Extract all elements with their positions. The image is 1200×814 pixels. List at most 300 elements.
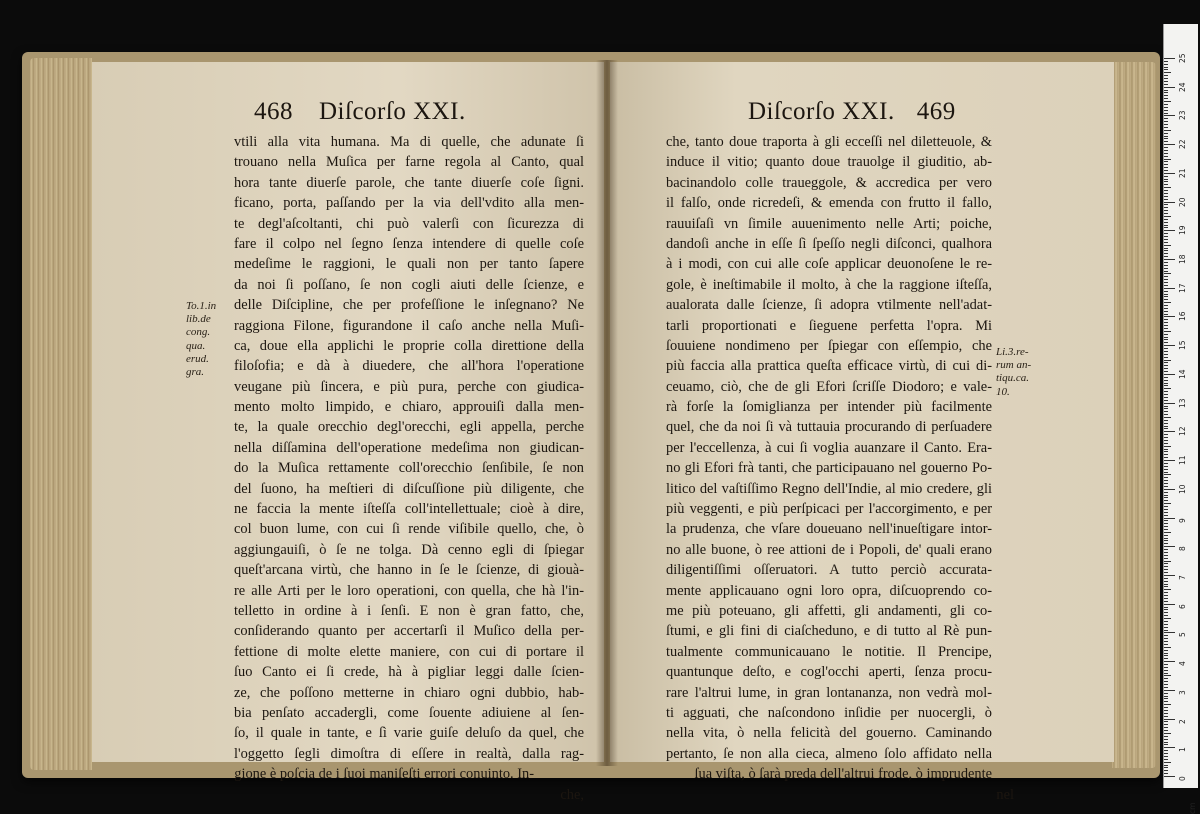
ruler-tick — [1164, 756, 1168, 757]
ruler-tick — [1164, 724, 1168, 725]
ruler-tick — [1164, 653, 1168, 654]
ruler-tick — [1164, 207, 1168, 208]
ruler-tick — [1164, 87, 1175, 88]
text-line: rauuiſaſi vn ſimile auuenimento nelle Arti; poiche, — [666, 215, 992, 232]
text-line: induce il vitio; quanto doue trauolge il giuditio, ab- — [666, 154, 992, 171]
ruler-tick — [1164, 296, 1168, 297]
ruler-tick — [1164, 529, 1168, 530]
text-line: telletto in ordine à i ſenſi. E non è gran fatto, che, — [234, 602, 584, 619]
ruler-tick — [1164, 69, 1168, 70]
right-margin-note — [996, 346, 1031, 399]
text-line: quel, che da noi ſi và tuttauia procurando di perſuadere — [666, 419, 992, 436]
ruler-tick — [1164, 624, 1168, 625]
ruler-tick — [1164, 727, 1168, 728]
ruler-tick — [1164, 615, 1168, 616]
ruler-tick — [1164, 279, 1168, 280]
text-line: che, tanto doue traporta à gli ecceſſi nel diletteuole, & — [666, 134, 992, 150]
ruler-tick — [1164, 133, 1168, 134]
ruler-tick — [1164, 173, 1175, 174]
ruler-tick — [1164, 150, 1168, 151]
ruler-tick — [1164, 156, 1168, 157]
ruler-tick — [1164, 110, 1168, 111]
ruler-tick — [1164, 601, 1168, 602]
ruler-tick — [1164, 538, 1168, 539]
ruler-label: 2 — [1178, 718, 1187, 724]
ruler-tick — [1164, 377, 1168, 378]
text-line: vtili alla vita humana. Ma di quelle, che adunate ſi — [234, 134, 584, 150]
ruler-tick — [1164, 713, 1168, 714]
ruler-tick — [1164, 647, 1171, 648]
right-page-edges — [1112, 62, 1156, 768]
text-line: ti agguati, che naſcondono inſidie per nuocergli, ò — [666, 704, 992, 721]
ruler-tick — [1164, 403, 1175, 404]
ruler-tick — [1164, 523, 1168, 524]
text-line: medeſime le raggioni, le quali non per tanto ſapere — [234, 256, 584, 273]
ruler-tick — [1164, 730, 1168, 731]
ruler-tick — [1164, 365, 1168, 366]
ruler-label: 24 — [1178, 82, 1187, 92]
ruler-label: 17 — [1178, 283, 1187, 293]
ruler-tick — [1164, 719, 1175, 720]
margin-note-line: rum an- — [996, 359, 1032, 372]
ruler-tick — [1164, 161, 1168, 162]
ruler-tick — [1164, 765, 1168, 766]
ruler-tick — [1164, 342, 1168, 343]
text-line: delle Diſcipline, che per profeſſione le inſegnano? Ne — [234, 297, 584, 314]
ruler-tick — [1164, 259, 1175, 260]
text-line: fettione di molte elette maniere, con cui di portare il — [234, 643, 584, 660]
catchword: nel — [996, 786, 1014, 803]
ruler-tick — [1164, 770, 1168, 771]
ruler-tick — [1164, 400, 1168, 401]
ruler-tick — [1164, 747, 1175, 748]
text-line: te, la quale orecchio degl'orecchi, egli appella, perche — [234, 419, 584, 436]
text-line: me più poteuano, gli affetti, gli andamenti, gli co- — [666, 602, 992, 619]
ruler-tick — [1164, 144, 1175, 145]
ruler-tick — [1164, 417, 1171, 418]
ruler-tick — [1164, 78, 1168, 79]
measuring-ruler — [1163, 24, 1198, 814]
ruler-tick — [1164, 552, 1168, 553]
ruler-tick — [1164, 190, 1168, 191]
ruler-label: 25 — [1178, 53, 1187, 63]
margin-note-line: To.1.in — [186, 300, 217, 312]
ruler-tick — [1164, 495, 1168, 496]
text-line: per l'eccellenza, à cui ſi voglia auanzare il Canto. Era- — [666, 439, 992, 456]
ruler-tick — [1164, 739, 1168, 740]
ruler-tick — [1164, 107, 1168, 108]
ruler-tick — [1164, 759, 1168, 760]
margin-note-line: qua. — [186, 339, 206, 352]
text-line: do la Muſica rettamente coll'orecchio ſenſibile, ſe non — [234, 460, 584, 477]
right-page-header — [748, 98, 956, 126]
catchword: che, — [560, 786, 584, 803]
ruler-tick — [1164, 598, 1168, 599]
ruler-tick — [1164, 449, 1168, 450]
ruler-tick — [1164, 549, 1168, 550]
ruler-label: 3 — [1178, 690, 1187, 695]
ruler-tick — [1164, 204, 1168, 205]
ruler-tick — [1164, 460, 1175, 461]
ruler-tick — [1164, 98, 1168, 99]
ruler-tick — [1164, 569, 1168, 570]
text-line: veugane più ſincera, e più pura, perche con giudica- — [234, 378, 584, 395]
ruler-tick — [1164, 474, 1171, 475]
ruler-label: 14 — [1178, 369, 1187, 379]
ruler-tick — [1164, 742, 1168, 743]
ruler-tick — [1164, 667, 1168, 668]
ruler-tick — [1164, 325, 1168, 326]
ruler-tick — [1164, 179, 1168, 180]
left-page-number: 468 — [254, 98, 293, 125]
text-line: la prudenza, che vſare doueuano nell'inueſtigare intor- — [666, 521, 992, 538]
ruler-tick — [1164, 75, 1168, 76]
ruler-tick — [1164, 627, 1168, 628]
ruler-tick — [1164, 176, 1168, 177]
ruler-tick — [1164, 497, 1168, 498]
ruler-tick — [1164, 586, 1168, 587]
ruler-tick — [1164, 391, 1168, 392]
ruler-tick — [1164, 101, 1171, 102]
ruler-tick — [1164, 506, 1168, 507]
text-line: gole, è ineſtimabile il molto, à che la raggione iſteſſa, — [666, 276, 992, 293]
ruler-tick — [1164, 681, 1168, 682]
ruler-tick — [1164, 138, 1168, 139]
ruler-tick — [1164, 334, 1168, 335]
ruler-tick — [1164, 641, 1168, 642]
ruler-tick — [1164, 463, 1168, 464]
text-line: pertanto, ſe non alla cieca, almeno ſolo affidato nella — [666, 745, 992, 762]
ruler-tick — [1164, 561, 1171, 562]
ruler-tick — [1164, 115, 1175, 116]
ruler-tick — [1164, 273, 1171, 274]
ruler-tick — [1164, 385, 1168, 386]
ruler-tick — [1164, 492, 1168, 493]
ruler-tick — [1164, 362, 1168, 363]
ruler-tick — [1164, 311, 1168, 312]
ruler-tick — [1164, 348, 1168, 349]
ruler-tick — [1164, 354, 1168, 355]
ruler-label: 1 — [1178, 747, 1187, 753]
text-line: ca, doue ella applichi le proprie colla direttione della — [234, 337, 584, 354]
ruler-tick — [1164, 242, 1168, 243]
ruler-tick — [1164, 308, 1168, 309]
ruler-tick — [1164, 543, 1168, 544]
ruler-tick — [1164, 92, 1168, 93]
ruler-tick — [1164, 512, 1168, 513]
ruler-tick — [1164, 710, 1168, 711]
ruler-tick — [1164, 673, 1168, 674]
ruler-tick — [1164, 707, 1168, 708]
text-line: l'oggetto ſegli dimoſtra di eſſere in realtà, dalla rag- — [234, 745, 584, 762]
ruler-tick — [1164, 411, 1168, 412]
ruler-tick — [1164, 81, 1168, 82]
ruler-tick — [1164, 184, 1168, 185]
ruler-tick — [1164, 635, 1168, 636]
ruler-tick — [1164, 406, 1168, 407]
text-line: queſt'arcana virtù, che hanno in ſe le ſcienze, di giouà- — [234, 562, 584, 579]
ruler-tick — [1164, 472, 1168, 473]
ruler-tick — [1164, 299, 1168, 300]
ruler-tick — [1164, 443, 1168, 444]
ruler-tick — [1164, 339, 1168, 340]
ruler-label: 10 — [1178, 484, 1187, 494]
ruler-tick — [1164, 540, 1168, 541]
ruler-tick — [1164, 572, 1168, 573]
text-line: più faccia alla prattica queſta efficace virtù, di cui di- — [666, 358, 992, 375]
ruler-tick — [1164, 609, 1168, 610]
ruler-tick — [1164, 345, 1175, 346]
text-line: ne faccia la mente iſteſſa coll'intellettuale; cioè à dire, — [234, 501, 584, 518]
ruler-tick — [1164, 655, 1168, 656]
ruler-tick — [1164, 526, 1168, 527]
ruler-tick — [1164, 426, 1168, 427]
ruler-tick — [1164, 414, 1168, 415]
ruler-tick — [1164, 136, 1168, 137]
ruler-tick — [1164, 331, 1171, 332]
ruler-tick — [1164, 64, 1168, 65]
ruler-tick — [1164, 328, 1168, 329]
ruler-tick — [1164, 558, 1168, 559]
text-line: ceuamo, ciò, che de gli Efori ſcriſſe Diodoro; e vale- — [666, 378, 992, 395]
text-line: ficano, porta, paſſando per la via dell'vdito alla men- — [234, 195, 584, 212]
ruler-tick — [1164, 546, 1175, 547]
ruler-tick — [1164, 225, 1168, 226]
ruler-tick — [1164, 130, 1171, 131]
ruler-tick — [1164, 193, 1168, 194]
ruler-tick — [1164, 607, 1168, 608]
ruler-tick — [1164, 322, 1168, 323]
ruler-tick — [1164, 750, 1168, 751]
text-line: ſtumi, e gli fini di ciaſcheduno, e di tutto al Rè pun- — [666, 623, 992, 640]
ruler-tick — [1164, 291, 1168, 292]
ruler-tick — [1164, 532, 1171, 533]
ruler-tick — [1164, 213, 1168, 214]
ruler-tick — [1164, 661, 1175, 662]
text-line: ſuo Canto ei ſi crede, hà à pigliar leggi dalle ſcien- — [234, 664, 584, 681]
left-page — [92, 62, 604, 803]
text-line: tarli proportionati e ſieguene perfetta l'opra. Mi — [666, 317, 992, 334]
ruler-tick — [1164, 170, 1168, 171]
ruler-tick — [1164, 265, 1168, 266]
ruler-tick — [1164, 420, 1168, 421]
ruler-label: 4 — [1178, 661, 1187, 667]
ruler-tick — [1164, 239, 1168, 240]
text-line: conſiderando quanto per accertarſi il Muſico della per- — [234, 623, 584, 640]
left-page-body — [234, 132, 584, 805]
ruler-tick — [1164, 604, 1175, 605]
text-line: del ſuono, ha meſtieri di diſcuſſione più diligente, che — [234, 480, 584, 497]
ruler-tick — [1164, 360, 1171, 361]
ruler-label: 0 — [1178, 776, 1187, 781]
book-gutter — [596, 60, 618, 766]
ruler-tick — [1164, 302, 1171, 303]
ruler-tick — [1164, 84, 1168, 85]
ruler-tick — [1164, 701, 1168, 702]
margin-note-line: 10. — [996, 385, 1010, 398]
ruler-label: 8 — [1178, 546, 1187, 552]
ruler-tick — [1164, 434, 1168, 435]
ruler-tick — [1164, 319, 1168, 320]
ruler-tick — [1164, 248, 1168, 249]
text-line: re alle Arti per le loro operationi, con quella, che hà l'in- — [234, 582, 584, 599]
text-line: dandoſi anche in eſſe ſì ſpeſſo negli diſconci, qualhora — [666, 235, 992, 252]
ruler-tick — [1164, 245, 1171, 246]
ruler-tick — [1164, 394, 1168, 395]
text-line: da noi ſi poſſano, ſe non cogli aiuti delle ſcienze, e — [234, 276, 584, 293]
ruler-tick — [1164, 584, 1168, 585]
ruler-tick — [1164, 167, 1168, 168]
text-line: ze, che poſſono metterne in chiaro ogni dubbio, hab- — [234, 684, 584, 701]
ruler-tick — [1164, 767, 1168, 768]
ruler-label: 13 — [1178, 398, 1187, 408]
ruler-tick — [1164, 388, 1171, 389]
ruler-tick — [1164, 67, 1168, 68]
ruler-tick — [1164, 58, 1175, 59]
ruler-tick — [1164, 253, 1168, 254]
ruler-label: 16 — [1178, 311, 1187, 322]
ruler-tick — [1164, 276, 1168, 277]
left-page-edges — [30, 58, 92, 770]
text-line: mente applicauano ogni loro opra, diſcuoprendo co- — [666, 582, 992, 599]
text-line: ſo, il quale in tante, e ſì varie guiſe deluſo da quel, che — [234, 725, 584, 742]
ruler-tick — [1164, 595, 1168, 596]
text-line: tualmente communicauano le notitie. Il Prencipe, — [666, 643, 992, 660]
ruler-tick — [1164, 563, 1168, 564]
ruler-tick — [1164, 210, 1168, 211]
ruler-tick — [1164, 483, 1168, 484]
ruler-tick — [1164, 423, 1168, 424]
ruler-tick — [1164, 256, 1168, 257]
ruler-tick — [1164, 357, 1168, 358]
ruler-tick — [1164, 371, 1168, 372]
ruler-tick — [1164, 397, 1168, 398]
ruler-tick — [1164, 337, 1168, 338]
ruler-tick — [1164, 575, 1175, 576]
ruler-tick — [1164, 262, 1168, 263]
ruler-tick — [1164, 236, 1168, 237]
ruler-tick — [1164, 773, 1168, 774]
ruler-tick — [1164, 230, 1175, 231]
ruler-tick — [1164, 500, 1168, 501]
margin-note-line: tiqu.ca. — [996, 372, 1029, 385]
ruler-tick — [1164, 684, 1168, 685]
ruler-tick — [1164, 457, 1168, 458]
ruler-tick — [1164, 693, 1168, 694]
ruler-tick — [1164, 124, 1168, 125]
ruler-tick — [1164, 227, 1168, 228]
ruler-tick — [1164, 219, 1168, 220]
text-line: diligentiſſimi oſſeruatori. A tutto perciò accurata- — [666, 562, 992, 579]
ruler-tick — [1164, 127, 1168, 128]
ruler-tick — [1164, 121, 1168, 122]
ruler-tick — [1164, 670, 1168, 671]
ruler-tick — [1164, 202, 1175, 203]
ruler-tick — [1164, 454, 1168, 455]
text-line: rare l'altrui lume, in gran lontananza, non vedrà mol- — [666, 684, 992, 701]
margin-note-line: gra. — [186, 366, 205, 379]
ruler-tick — [1164, 440, 1168, 441]
ruler-tick — [1164, 632, 1175, 633]
left-running-head: Diſcorſo XXI. — [319, 98, 466, 125]
text-line: bia penſato accadergli, come ſouente adiuiene al ſen- — [234, 704, 584, 721]
ruler-tick — [1164, 566, 1168, 567]
text-line: rà forſe la ſomiglianza per intender più facilmente — [666, 399, 992, 416]
ruler-tick — [1164, 288, 1175, 289]
text-line: più veggenti, e più perſpicaci per l'accorgimento, e per — [666, 501, 992, 518]
text-line: bacinandolo colle traueggole, & accredica per vero — [666, 174, 992, 191]
ruler-label: 19 — [1178, 225, 1187, 236]
ruler-tick — [1164, 690, 1175, 691]
ruler-tick — [1164, 581, 1168, 582]
right-page-number: 469 — [916, 98, 956, 125]
ruler-tick — [1164, 762, 1171, 763]
ruler-tick — [1164, 368, 1168, 369]
ruler-tick — [1164, 351, 1168, 352]
ruler-label: 9 — [1178, 517, 1187, 523]
ruler-tick — [1164, 446, 1171, 447]
ruler-tick — [1164, 314, 1168, 315]
text-line: nella vita, ò nella felicità del gouerno. Caminando — [666, 725, 992, 742]
ruler-tick — [1164, 589, 1171, 590]
ruler-tick — [1164, 744, 1168, 745]
ruler-tick — [1164, 696, 1168, 697]
ruler-tick — [1164, 285, 1168, 286]
ruler-label: 18 — [1178, 254, 1187, 265]
text-line: mento molto limpido, e chiaro, approuiſi dalla men- — [234, 399, 584, 416]
ruler-tick — [1164, 658, 1168, 659]
text-line: à i modi, con cui alle coſe applicar deuonoſene le re- — [666, 256, 992, 273]
margin-note-line: erud. — [186, 352, 209, 365]
ruler-tick — [1164, 147, 1168, 148]
ruler-tick — [1164, 141, 1168, 142]
ruler-tick — [1164, 451, 1168, 452]
ruler-tick — [1164, 520, 1168, 521]
ruler-tick — [1164, 618, 1171, 619]
ruler-tick — [1164, 704, 1171, 705]
ruler-tick — [1164, 466, 1168, 467]
ruler-tick — [1164, 621, 1168, 622]
text-line: ſua viſta, ò ſarà preda dell'altrui frode, ò imprudente — [694, 766, 992, 783]
ruler-tick — [1164, 113, 1168, 114]
ruler-tick — [1164, 555, 1168, 556]
ruler-tick — [1164, 630, 1168, 631]
ruler-tick — [1164, 196, 1168, 197]
ruler-tick — [1164, 477, 1168, 478]
ruler-label: 22 — [1178, 139, 1187, 150]
ruler-tick — [1164, 187, 1171, 188]
ruler-tick — [1164, 408, 1168, 409]
left-page-header — [254, 98, 466, 126]
text-line: aualorata dalle ſcienze, ſi adopra vtilmente nell'adat- — [666, 297, 992, 314]
ruler-tick — [1164, 578, 1168, 579]
text-line: no gli Efori frà tanti, che participauano nel gouerno Po- — [666, 460, 992, 477]
ruler-tick — [1164, 612, 1168, 613]
ruler-tick — [1164, 383, 1168, 384]
ruler-tick — [1164, 509, 1168, 510]
ruler-tick — [1164, 650, 1168, 651]
ruler-tick — [1164, 380, 1168, 381]
margin-note-line: lib.de — [186, 313, 211, 326]
ruler-unit: cm — [1188, 802, 1197, 814]
ruler-tick — [1164, 698, 1168, 699]
text-line: il falſo, onde ricredeſi, & emenda con frutto il fallo, — [666, 195, 992, 212]
ruler-tick — [1164, 486, 1168, 487]
margin-note-line: Li.3.re- — [996, 346, 1029, 358]
ruler-tick — [1164, 431, 1175, 432]
ruler-tick — [1164, 428, 1168, 429]
ruler-tick — [1164, 480, 1168, 481]
